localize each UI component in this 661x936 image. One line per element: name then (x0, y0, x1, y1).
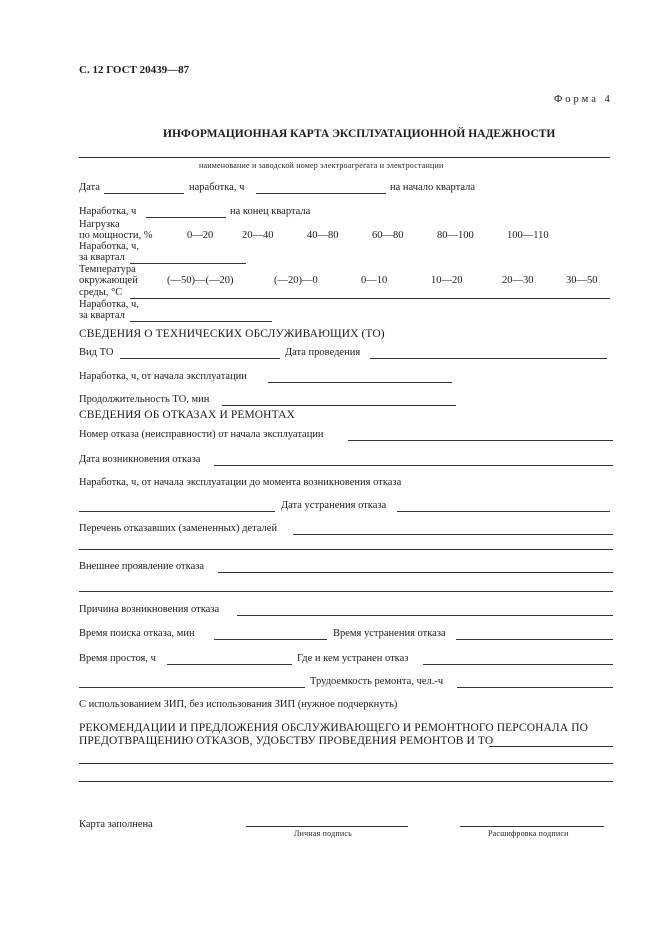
where-who-field[interactable] (423, 664, 613, 665)
signature-field[interactable] (246, 826, 408, 827)
maintenance-type-field[interactable] (120, 358, 280, 359)
hours-start-field[interactable] (256, 193, 386, 194)
fix-time-field[interactable] (456, 639, 613, 640)
hours-end-field[interactable] (146, 217, 226, 218)
temp-value: 20—30 (502, 275, 534, 286)
load-hours-field[interactable] (130, 263, 246, 264)
recommendations-field-2[interactable] (79, 763, 613, 764)
temp-row-line[interactable] (130, 298, 610, 299)
temp-label-3: среды, °С (79, 287, 123, 298)
maintenance-date-field[interactable] (370, 358, 607, 359)
temp-label-1: Температура (79, 264, 136, 275)
load-value: 60—80 (372, 230, 404, 241)
load-value: 100—110 (507, 230, 549, 241)
parts-field[interactable] (293, 534, 613, 535)
zip-usage-label[interactable]: С использованием ЗИП, без использования ЗИП (нужное подчеркнуть) (79, 699, 398, 710)
maintenance-duration-label: Продолжительность ТО, мин (79, 394, 210, 405)
temp-value: (—50)—(—20) (167, 275, 234, 286)
signature-caption: Личная подпись (294, 829, 352, 838)
labor-label: Трудоемкость ремонта, чел.-ч (310, 676, 444, 687)
temp-value: (—20)—0 (274, 275, 318, 286)
load-label-1: Нагрузка (79, 219, 120, 230)
fix-date-label: Дата устранения отказа (281, 500, 387, 511)
hours-label: наработка, ч (189, 182, 245, 193)
manifestation-field[interactable] (218, 572, 613, 573)
failure-date-field[interactable] (214, 465, 613, 466)
load-value: 20—40 (242, 230, 274, 241)
load-value: 0—20 (187, 230, 214, 241)
fix-time-label: Время устранения отказа (333, 628, 446, 639)
form-label: Форма 4 (554, 94, 613, 105)
load-hours-label-2: за квартал (79, 252, 125, 263)
maintenance-hours-label: Наработка, ч, от начала эксплуатации (79, 371, 247, 382)
load-hours-label-1: Наработка, ч, (79, 241, 139, 252)
fix-date-field[interactable] (397, 511, 610, 512)
recommendations-field[interactable] (489, 746, 613, 747)
failures-heading: СВЕДЕНИЯ ОБ ОТКАЗАХ И РЕМОНТАХ (79, 409, 295, 421)
recommendations-heading-1: РЕКОМЕНДАЦИИ И ПРЕДЛОЖЕНИЯ ОБСЛУЖИВАЮЩЕГО И РЕМОНТНОГО ПЕРСОНАЛА ПО (79, 722, 589, 734)
maintenance-hours-field[interactable] (268, 382, 452, 383)
signature-decoding-field[interactable] (460, 826, 604, 827)
labor-field[interactable] (457, 687, 613, 688)
downtime-field[interactable] (167, 664, 292, 665)
recommendations-heading-2: ПРЕДОТВРАЩЕНИЮ ОТКАЗОВ, УДОБСТВУ ПРОВЕДЕНИЯ РЕМОНТОВ И ТО (79, 735, 494, 747)
maintenance-duration-field[interactable] (222, 405, 456, 406)
hours-to-failure-label: Наработка, ч, от начала эксплуатации до момента возникновения отказа (79, 477, 402, 488)
failure-number-label: Номер отказа (неисправности) от начала эксплуатации (79, 429, 324, 440)
failure-number-field[interactable] (348, 440, 613, 441)
maintenance-type-label: Вид ТО (79, 347, 114, 358)
quarter-end-label: на конец квартала (230, 206, 311, 217)
card-filled-label: Карта заполнена (79, 819, 153, 830)
downtime-label: Время простоя, ч (79, 653, 156, 664)
quarter-start-label: на начало квартала (390, 182, 475, 193)
date-field[interactable] (104, 193, 184, 194)
search-time-label: Время поиска отказа, мин (79, 628, 195, 639)
temp-value: 10—20 (431, 275, 463, 286)
load-value: 80—100 (437, 230, 474, 241)
cause-label: Причина возникновения отказа (79, 604, 220, 615)
where-who-field-continued[interactable] (79, 687, 305, 688)
signature-decoding-caption: Расшифровка подписи (488, 829, 569, 838)
cause-field[interactable] (237, 615, 613, 616)
temp-hours-label-2: за квартал (79, 310, 125, 321)
temp-hours-field[interactable] (130, 321, 272, 322)
temp-hours-label-1: Наработка, ч, (79, 299, 139, 310)
temp-value: 0—10 (361, 275, 388, 286)
search-time-field[interactable] (214, 639, 327, 640)
parts-field-continued[interactable] (79, 549, 613, 550)
failure-date-label: Дата возникновения отказа (79, 454, 201, 465)
manifestation-field-continued[interactable] (79, 591, 613, 592)
temp-value: 30—50 (566, 275, 598, 286)
manifestation-label: Внешнее проявление отказа (79, 561, 205, 572)
load-value: 40—80 (307, 230, 339, 241)
form-title: ИНФОРМАЦИОННАЯ КАРТА ЭКСПЛУАТАЦИОННОЙ НАДЕЖНОСТИ (163, 128, 556, 140)
recommendations-field-3[interactable] (79, 781, 613, 782)
parts-label: Перечень отказавших (замененных) деталей (79, 523, 278, 534)
where-who-label: Где и кем устранен отказ (297, 653, 409, 664)
temp-label-2: окружающей (79, 275, 138, 286)
unit-name-line[interactable] (79, 157, 610, 158)
unit-name-caption: наименование и заводской номер электроагрегата и электростанции (199, 161, 444, 170)
load-label-2: по мощности, % (79, 230, 153, 241)
page-reference: С. 12 ГОСТ 20439—87 (79, 64, 190, 76)
maintenance-date-label: Дата проведения (285, 347, 361, 358)
hours-to-failure-field[interactable] (79, 511, 275, 512)
date-label: Дата (79, 182, 100, 193)
maintenance-heading: СВЕДЕНИЯ О ТЕХНИЧЕСКИХ ОБСЛУЖИВАЮЩИХ (ТО) (79, 328, 385, 340)
hours-end-label: Наработка, ч (79, 206, 137, 217)
